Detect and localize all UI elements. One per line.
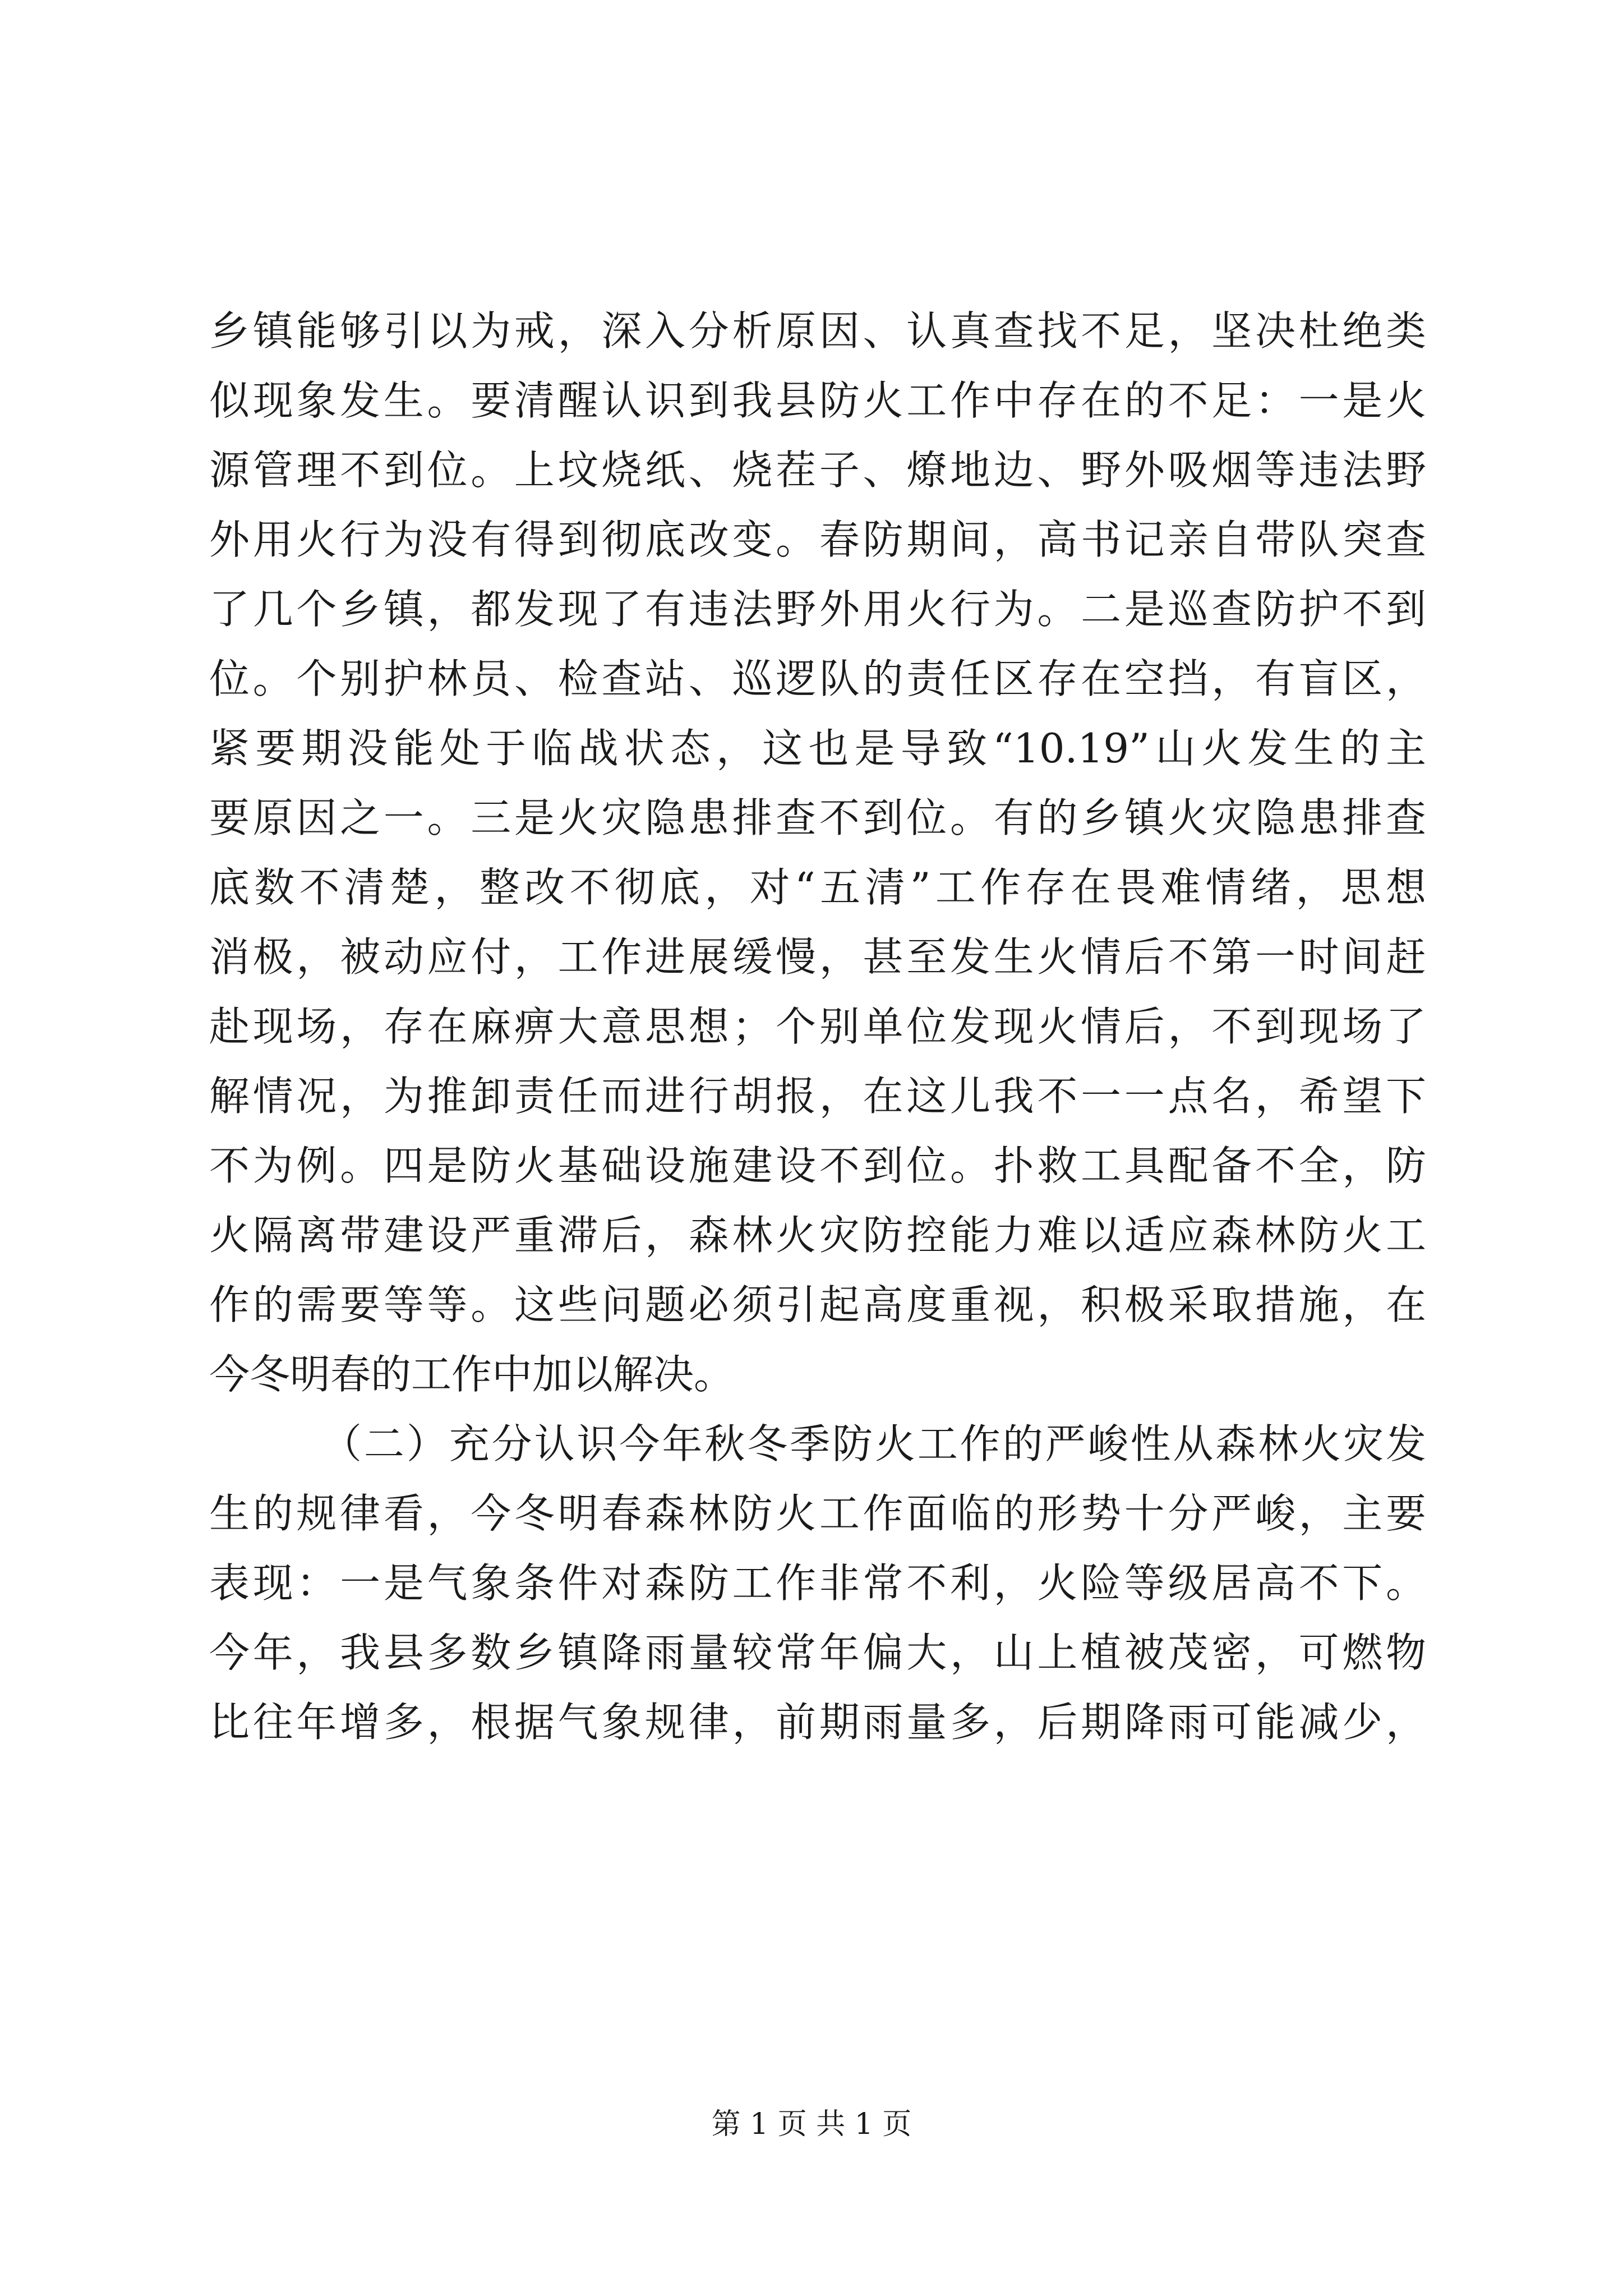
text-line: 火隔离带建设严重滞后，森林火灾防控能力难以适应森林防火工: [209, 1212, 1426, 1259]
text-line: 赴现场，存在麻痹大意思想；个别单位发现火情后，不到现场了: [209, 1003, 1426, 1050]
text-line: 不为例。四是防火基础设施建设不到位。扑救工具配备不全，防: [209, 1142, 1426, 1189]
text-line: 底数不清楚，整改不彻底，对“五清”工作存在畏难情绪，思想: [209, 864, 1426, 911]
text-line: 今冬明春的工作中加以解决。: [209, 1351, 735, 1398]
text-line: 今年，我县多数乡镇降雨量较常年偏大，山上植被茂密，可燃物: [209, 1629, 1426, 1676]
text-line: 作的需要等等。这些问题必须引起高度重视，积极采取措施，在: [209, 1281, 1426, 1328]
text-line: 乡镇能够引以为戒，深入分析原因、认真查找不足，坚决杜绝类: [209, 307, 1426, 355]
text-line: 紧要期没能处于临战状态，这也是导致“10.19”山火发生的主: [209, 725, 1426, 772]
text-line: 源管理不到位。上坟烧纸、烧茬子、燎地边、野外吸烟等违法野: [209, 447, 1426, 494]
text-line: 似现象发生。要清醒认识到我县防火工作中存在的不足：一是火: [209, 377, 1426, 424]
text-line: 消极，被动应付，工作进展缓慢，甚至发生火情后不第一时间赶: [209, 933, 1426, 981]
text-line: 了几个乡镇，都发现了有违法野外用火行为。二是巡查防护不到: [209, 586, 1426, 633]
page-footer: 第 1 页 共 1 页: [711, 2108, 912, 2141]
text-line: 表现：一是气象条件对森防工作非常不利，火险等级居高不下。: [209, 1559, 1426, 1607]
text-line: 生的规律看，今冬明春森林防火工作面临的形势十分严峻，主要: [209, 1490, 1426, 1537]
text-line: 解情况，为推卸责任而进行胡报，在这儿我不一一点名，希望下: [209, 1073, 1426, 1120]
text-line: 要原因之一。三是火灾隐患排查不到位。有的乡镇火灾隐患排查: [209, 794, 1426, 841]
text-line: 位。个别护林员、检查站、巡逻队的责任区存在空挡，有盲区，: [209, 655, 1426, 702]
text-line: 比往年增多，根据气象规律，前期雨量多，后期降雨可能减少，: [209, 1699, 1426, 1746]
text-line: 外用火行为没有得到彻底改变。春防期间，高书记亲自带队突查: [209, 516, 1426, 563]
document-body: [209, 296, 1426, 1757]
text-line: （二）充分认识今年秋冬季防火工作的严峻性从森林火灾发: [321, 1420, 1426, 1467]
